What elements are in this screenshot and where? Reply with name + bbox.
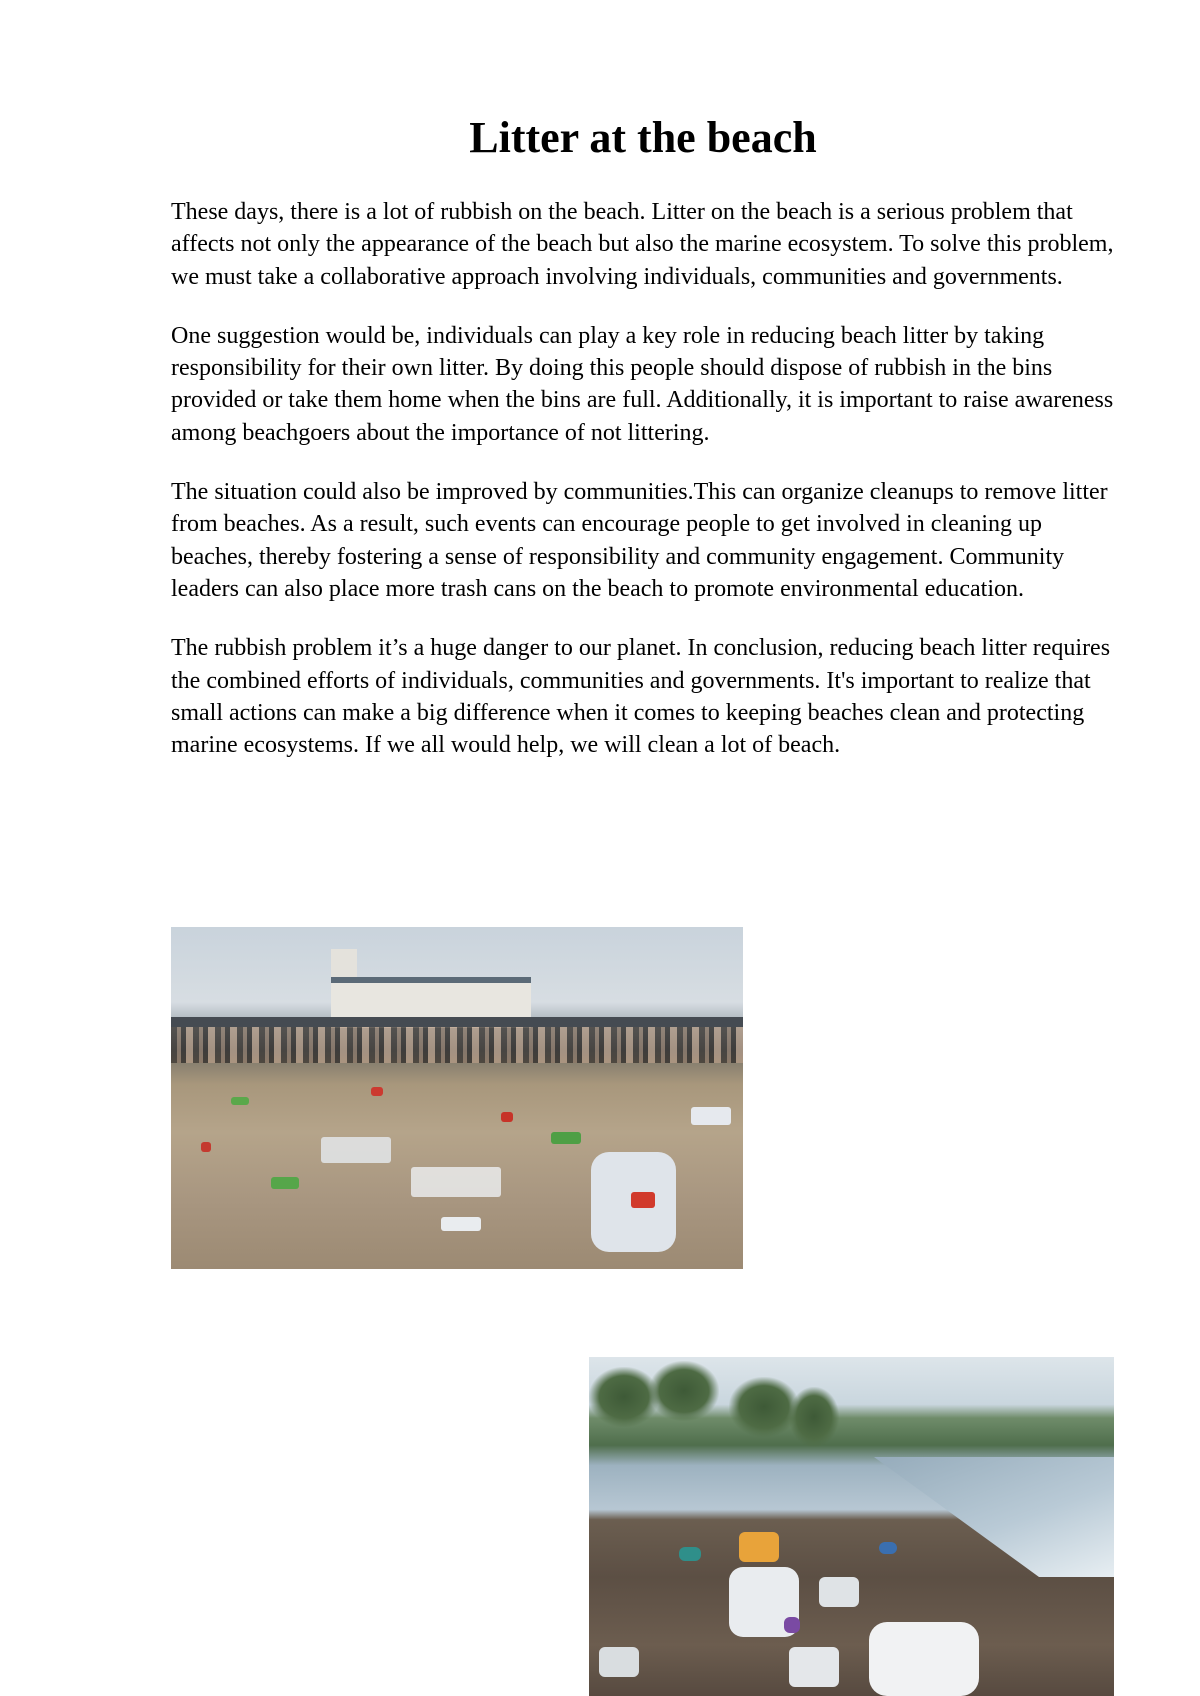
litter-item bbox=[371, 1087, 383, 1096]
debris-item bbox=[784, 1617, 800, 1633]
litter-item bbox=[631, 1192, 655, 1208]
litter-item bbox=[551, 1132, 581, 1144]
litter-item bbox=[691, 1107, 731, 1125]
paragraph-communities: The situation could also be improved by communities.This can organize cleanups to remove litter from beaches. As a result, such events can encourage people to get involved in cleaning up beaches, thereby fostering a sense of responsibility and community engagement. Community leaders can also place more trash cans on the beach to promote environmental education. bbox=[171, 479, 1108, 602]
debris-item bbox=[599, 1647, 639, 1677]
debris-item bbox=[679, 1547, 701, 1561]
paragraph-conclusion: The rubbish problem it’s a huge danger to our planet. In conclusion, reducing beach litter requires the combined efforts of individuals, communities and governments. It's important to realize that small actions can make a big difference when it comes to keeping beaches clean and protecting marine ecosystems. If we all would help, we will clean a lot of beach. bbox=[171, 635, 1111, 759]
pier-tower-shape bbox=[331, 949, 357, 979]
sea-shape bbox=[814, 1457, 1114, 1577]
beach-litter-photo bbox=[171, 927, 743, 1269]
pier-deck-shape bbox=[171, 1017, 743, 1027]
paragraph-individuals: One suggestion would be, individuals can play a key role in reducing beach litter by taking responsibility for their own litter. By doing this people should dispose of rubbish in the bins provided or take them home when the bins are full. Additionally, it is important to raise awareness among beachgoers about the importance of not littering. bbox=[171, 322, 1114, 446]
debris-item bbox=[819, 1577, 859, 1607]
debris-item bbox=[739, 1532, 779, 1562]
paragraph-intro: These days, there is a lot of rubbish on the beach. Litter on the beach is a serious problem that affects not only the appearance of the beach but also the marine ecosystem. To solve this problem, we must take a collaborative approach involving individuals, communities and governments. bbox=[171, 199, 1114, 290]
litter-item bbox=[271, 1177, 299, 1189]
debris-item bbox=[869, 1622, 979, 1696]
litter-item bbox=[501, 1112, 513, 1122]
document-body bbox=[171, 196, 1116, 788]
litter-item bbox=[441, 1217, 481, 1231]
polluted-shoreline-photo bbox=[589, 1357, 1114, 1696]
litter-item bbox=[411, 1167, 501, 1197]
debris-item bbox=[789, 1647, 839, 1687]
document-title: Litter at the beach bbox=[469, 113, 817, 162]
litter-item bbox=[231, 1097, 249, 1105]
debris-item bbox=[879, 1542, 897, 1554]
palm-tree-shape bbox=[649, 1361, 719, 1421]
beach-crowd-shape bbox=[171, 1027, 743, 1063]
litter-item bbox=[201, 1142, 211, 1152]
litter-item bbox=[321, 1137, 391, 1163]
palm-tree-shape bbox=[789, 1387, 839, 1447]
